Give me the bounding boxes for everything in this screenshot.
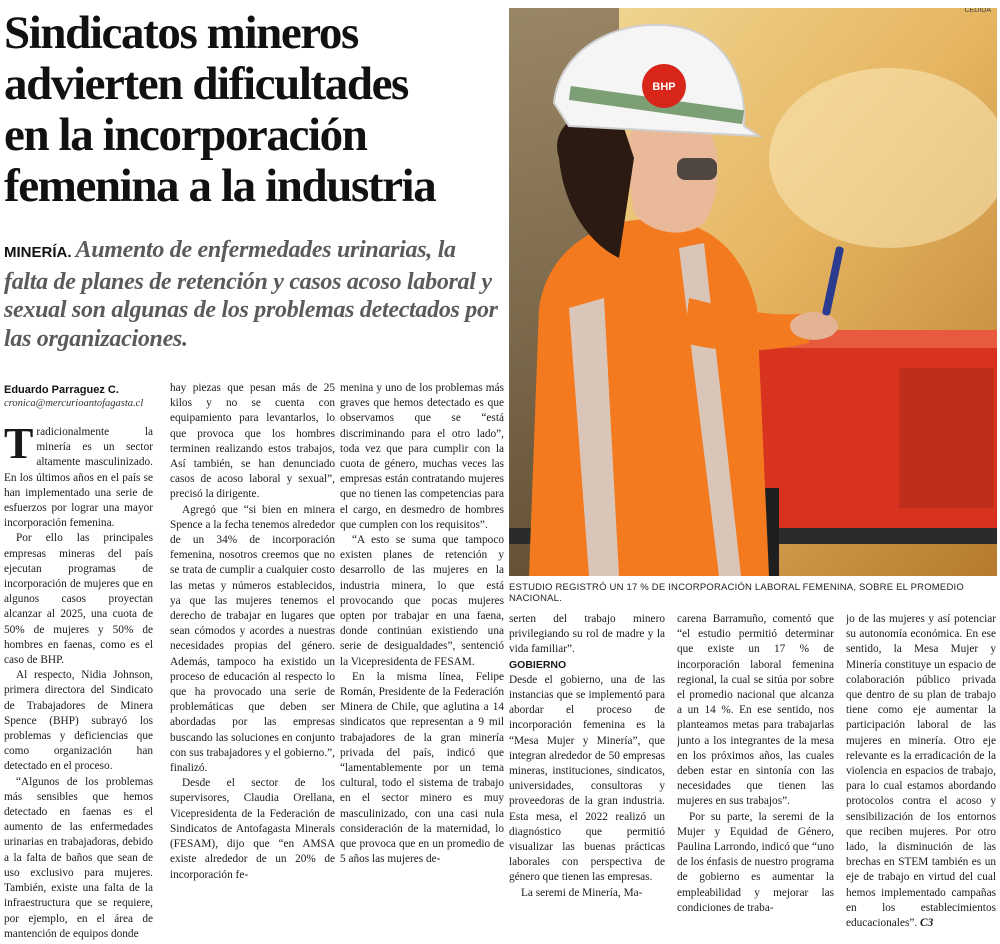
paragraph: Desde el sector de los supervisores, Claudia Orellana, Vicepresidenta de la Federación de Sindicatos de Antofagasta Minerals (FESAM), dijo que “en AMSA existe alrededor de un 20% de incorporación fe- xyxy=(170,777,335,881)
headline-line: Sindicatos mineros xyxy=(4,7,358,59)
paragraph: carena Barramuño, comentó que “el estudio permitió determinar que existe un 17 % de incorporación laboral femenina regional, la cual se sitúa por sobre el promedio nacional que alcanza a un 14 %. En ese sentido, nos planteamos metas para trabajarlas junto a los integrantes de la mesa en los próximos años, las cuales deben estar en sintonía con las necesidades que tienen las mujeres en sus trabajos”. xyxy=(677,613,834,808)
section-kicker: MINERÍA. xyxy=(4,244,72,261)
photo-caption: ESTUDIO REGISTRÓ UN 17 % DE INCORPORACIÓN LABORAL FEMENINA, SOBRE EL PROMEDIO NACIONAL. xyxy=(509,582,964,604)
deck-text: Aumento de enfermedades urinarias, la falta de planes de retención y casos acoso laboral y sexual son algunas de los problemas detectados por las organizaciones. xyxy=(4,237,498,352)
headline xyxy=(4,8,504,212)
headline-line: advierten dificultades xyxy=(4,58,408,110)
worker-illustration xyxy=(509,8,997,576)
article-column-3 xyxy=(340,381,504,944)
section-subhead: GOBIERNO xyxy=(509,658,567,671)
paragraph: serten del trabajo minero privilegiando su rol de madre y la vida familiar”. xyxy=(509,613,665,656)
paragraph: hay piezas que pesan más de 25 kilos y no se cuenta con equipamiento para levantarlos, lo que provoca que los hombres terminen realizando estos trabajos, Así también, se han denunciado casos de acoso laboral y sexual”, precisó la dirigente. xyxy=(170,382,335,501)
paragraph xyxy=(4,425,153,531)
article-column-6 xyxy=(846,612,996,944)
paragraph: En la misma línea, Felipe Román, Presidente de la Federación Minera de Chile, que aglutina a 14 sindicatos que representan a 9 mil trabajadores de la gran minería privada del país, indicó que “lamentablemente por un tema cultural, todo el sistema de trabajo en el sector minero es muy masculinizado, con una casi nula consideración de la maternidad, lo que provoca que en un promedio de 5 años las mujeres de- xyxy=(340,670,504,866)
helmet-logo: BHP xyxy=(652,81,676,93)
paragraph: “Algunos de los problemas más sensibles que hemos detectado en faenas es el aumento de las enfermedades urinarias en trabajadoras, debido a la falta de baños que sean de uso exclusivo para mujeres. También, existe una falta de la infraestructura que se requiere, por ejemplo, en el área de mantención de equipos donde xyxy=(4,775,153,940)
paragraph-text: jo de las mujeres y así potenciar su autonomía económica. En ese sentido, la Mesa Mujer y Minería constituye un espacio de colaboración público privada que dentro de su plan de trabajo tiene como eje aumentar la participación laboral de las mujeres en minería. Otro eje relevante es la erradicación de la violencia en espacios de trabajo, para lo cual estamos abordando protocolos contra el acoso y sensibilización de los entornos que reciben mujeres. Por otro lado, la disminución de las brechas en STEM también es un eje de trabajo en virtud del cual hemos implementado campañas en los establecimientos educacionales”. xyxy=(846,613,996,930)
headline-line: en la incorporación xyxy=(4,109,367,161)
paragraph: La seremi de Minería, Ma- xyxy=(521,886,643,899)
paragraph: Por su parte, la seremi de la Mujer y Equidad de Género, Paulina Larrondo, indicó que “uno de los énfasis de nuestro programa de gobierno es aumentar la empleabilidad y mejorar las condiciones de traba- xyxy=(677,810,834,914)
paragraph: Desde el gobierno, una de las instancias que se implementó para abordar el proceso de incorporación femenina es la “Mesa Mujer y Minería”, que integran alrededor de 50 empresas mineras, instituciones, sindicatos, universidades, consultoras y proveedoras de la gran industria. Esta mesa, el 2022 realizó un diagnóstico que permitió visualizar las buenas prácticas laborales con perspectiva de género que tienen las empresas. xyxy=(509,673,665,884)
article-column-2 xyxy=(170,381,335,944)
article-column-4 xyxy=(509,612,665,944)
headline-line: femenina a la industria xyxy=(4,160,436,212)
paragraph-text: radicionalmente la minería es un sector altamente masculinizado. En los últimos años en el país se han implementado una serie de esfuerzos por lograr una mayor incorporación femenina. xyxy=(4,426,153,530)
paragraph: menina y uno de los problemas más graves que hemos detectado es que observamos que se “está discriminando para el otro lado”, toda vez que para cumplir con la cuota de género, muchas veces las empresas están contratando mujeres que no tienen las competencias para el cargo, en desmedro de hombres que cumplen con los requisitos”. xyxy=(340,382,504,531)
article-column-5 xyxy=(677,612,834,944)
end-mark: C3 xyxy=(920,917,934,930)
drop-cap: T xyxy=(4,425,34,468)
paragraph: Al respecto, Nidia Johnson, primera directora del Sindicato de Trabajadores de Minera Spence (BHP) subrayó los problemas y deficiencias que como organización han detectado en el proceso. xyxy=(4,669,153,773)
photo xyxy=(509,8,997,576)
byline-author: Eduardo Parraguez C. xyxy=(4,384,119,396)
photo-credit: CEDIDA xyxy=(964,8,991,14)
byline-email[interactable]: cronica@mercurioantofagasta.cl xyxy=(4,398,144,409)
paragraph: “A esto se suma que tampoco existen planes de retención y desarrollo de las mujeres en la industria minera, lo que está provocando que pocas mujeres opten por trabajar en una faena, donde continúan existiendo una serie de desigualdades”, sentenció la Vicepresidenta de FESAM. xyxy=(340,534,504,668)
article-column-1 xyxy=(4,425,153,944)
paragraph: Por ello las principales empresas mineras del país ejecutan programas de incorporación de mujeres que en algunos casos proyectan alcanzar al 2025, una cuota de 50% de mujeres y 50% de hombres en faenas, como es el caso de BHP. xyxy=(4,532,153,667)
paragraph: Agregó que “si bien en minera Spence a la fecha tenemos alrededor de un 34% de incorporación femenina, nosotros creemos que no se trata de cumplir a cualquier costo las metas y números establecidos, ya que las mujeres tenemos el derecho de trabajar en lugares que sean cómodos y acordes a nuestras necesidades propias del género. Además, tampoco ha existido un proceso de educación al respecto lo que ha provocado una serie de problemáticas que deben ser abordadas por las empresas buscando las soluciones en conjunto con sus trabajadores y el gobierno.”, finalizó. xyxy=(170,503,335,775)
paragraph xyxy=(846,612,996,931)
deck xyxy=(4,236,500,353)
